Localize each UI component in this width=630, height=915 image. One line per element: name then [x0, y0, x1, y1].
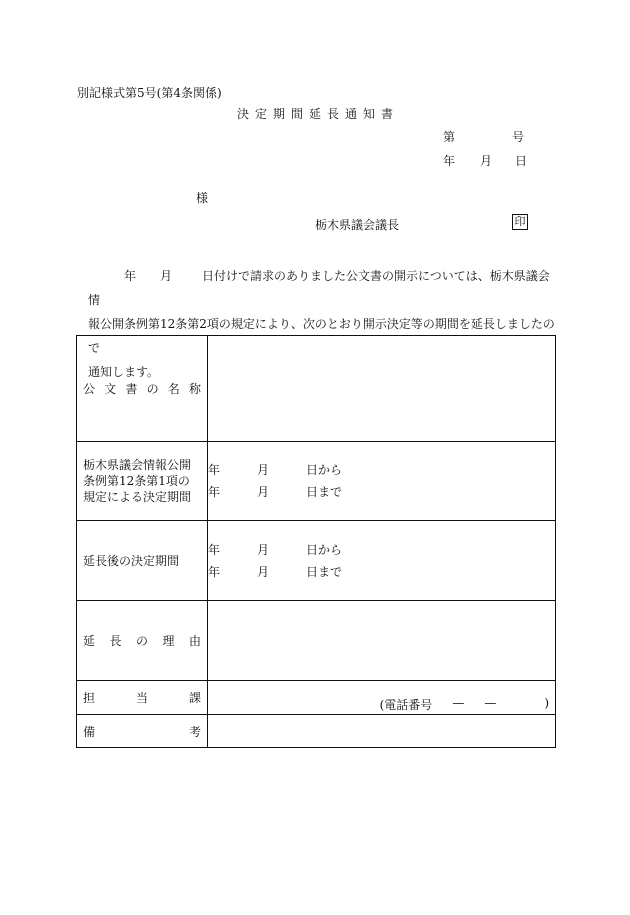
row-remarks: [77, 715, 556, 748]
label-document-name: [77, 336, 208, 442]
label-remarks: [77, 715, 208, 748]
label-char: 課: [188, 691, 201, 705]
label-department: [77, 681, 208, 715]
value-decision-period[interactable]: [208, 442, 556, 521]
date-day: 日: [515, 154, 528, 168]
period-month: 月: [257, 542, 270, 557]
period-to: 日まで: [306, 564, 343, 579]
label-reason: [77, 601, 208, 681]
body-line-3: 通知します。: [88, 365, 160, 379]
seal-mark: 印: [512, 214, 528, 230]
period-from-line: [208, 539, 555, 561]
label-decision-period-l1: 栃木県議会情報公開: [83, 458, 192, 472]
number-prefix: 第: [443, 130, 456, 144]
date-month: 月: [480, 154, 493, 168]
label-char: 考: [188, 724, 201, 739]
row-reason: [77, 601, 556, 681]
label-char: 書: [125, 382, 138, 396]
label-char: 名: [167, 382, 180, 396]
label-char: 担: [83, 691, 96, 705]
period-month: 月: [257, 485, 270, 499]
value-remarks[interactable]: [208, 715, 556, 748]
row-extended-period: [77, 521, 556, 601]
label-char: 称: [188, 382, 201, 396]
period-to: 日まで: [306, 485, 343, 499]
period-from-line: [208, 459, 555, 481]
label-decision-period-l2: 条例第12条第1項の: [83, 474, 190, 488]
period-from: 日から: [306, 542, 343, 557]
row-department: [77, 681, 556, 715]
body-month: 月: [160, 269, 173, 283]
value-reason[interactable]: [208, 601, 556, 681]
label-extended-period: [77, 521, 208, 601]
phone-label: (電話番号: [379, 698, 433, 712]
label-char: 延: [83, 634, 96, 648]
label-extended-period-text: 延長後の決定期間: [83, 554, 180, 568]
body-line-2: 報公開条例第12条第2項の規定により、次のとおり開示決定等の期間を延長しましたので: [88, 317, 555, 355]
label-char: 公: [83, 382, 96, 396]
date-year: 年: [443, 154, 456, 168]
row-decision-period: [77, 442, 556, 521]
body-line-1-rest: 日付けで請求のありました公文書の開示については、栃木県議会情: [88, 269, 550, 307]
body-line-1: [88, 264, 558, 312]
label-char: 当: [135, 691, 148, 705]
phone-close: ): [544, 696, 549, 710]
row-document-name: [77, 336, 556, 442]
period-to-line: [208, 561, 555, 583]
label-decision-period: [77, 442, 208, 521]
period-year: 年: [208, 542, 221, 557]
addressee-suffix: 様: [196, 191, 209, 205]
period-year: 年: [208, 463, 221, 477]
details-table: [76, 335, 556, 748]
value-extended-period[interactable]: [208, 521, 556, 601]
period-month: 月: [257, 463, 270, 477]
body-year: 年: [124, 269, 137, 283]
phone-dash-1: —: [452, 696, 465, 710]
period-year: 年: [208, 564, 221, 579]
sender-name: 栃木県議会議長: [315, 218, 400, 232]
label-char: 備: [83, 724, 96, 739]
period-year: 年: [208, 485, 221, 499]
form-label: 別記様式第5号(第4条関係): [77, 86, 222, 100]
document-title: 決定期間延長通知書: [237, 107, 400, 121]
label-decision-period-l3: 規定による決定期間: [83, 490, 192, 504]
phone-dash-2: —: [484, 696, 497, 710]
label-char: 長: [109, 634, 122, 648]
value-department[interactable]: [208, 681, 556, 715]
phone-number: [208, 682, 555, 713]
label-char: 文: [104, 382, 117, 396]
label-char: 理: [162, 634, 175, 648]
period-month: 月: [257, 564, 270, 579]
number-suffix: 号: [512, 130, 525, 144]
label-char: の: [135, 634, 148, 648]
value-document-name[interactable]: [208, 336, 556, 442]
period-to-line: [208, 481, 555, 503]
period-from: 日から: [306, 463, 343, 477]
label-char: の: [146, 382, 159, 396]
label-char: 由: [188, 634, 201, 648]
